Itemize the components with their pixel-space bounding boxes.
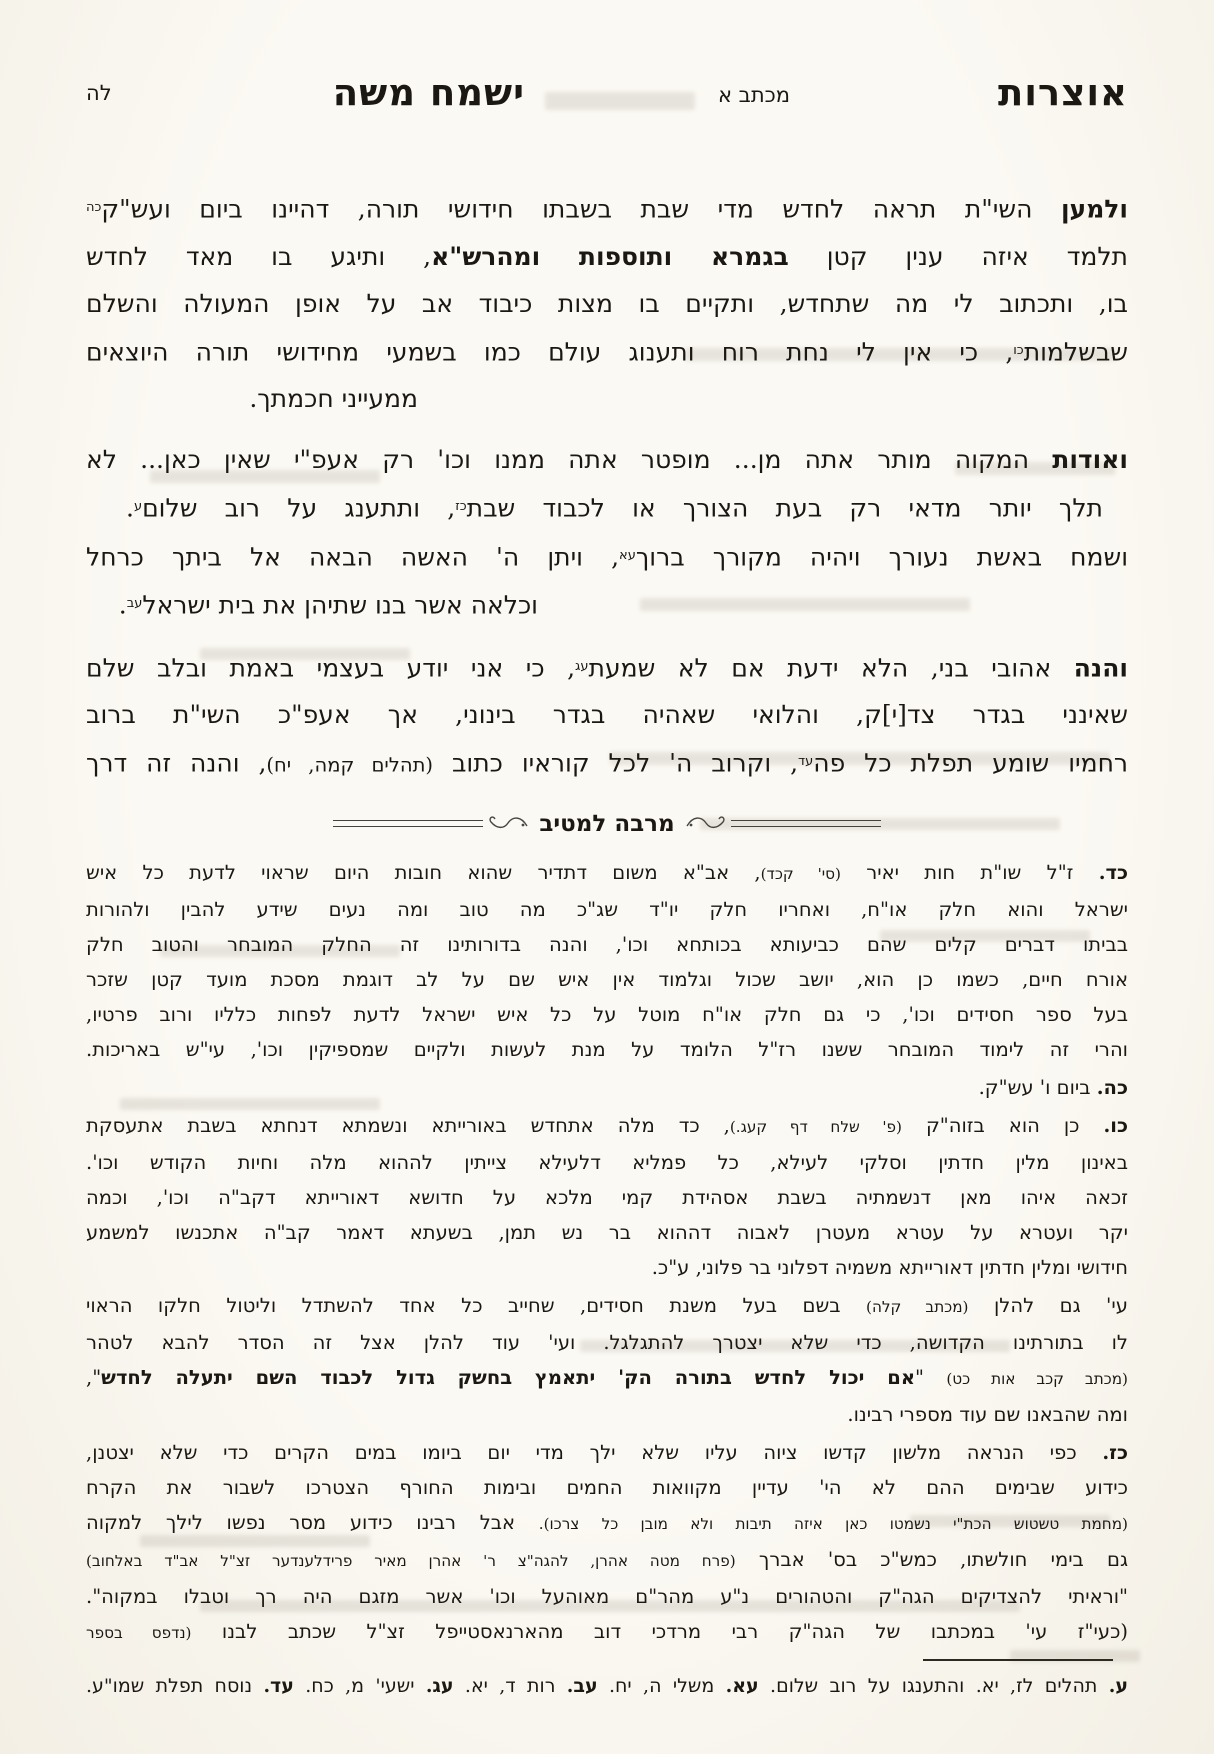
text-segment: בביתו דברים קלים שהם כביעותא בכותחא וכו', והנה בדורותינו זה החלק המובחר והטוב חלק xyxy=(86,932,1128,956)
text-segment: (תהלים קמה, יח) xyxy=(266,753,434,777)
text-segment: תלמד איזה ענין קטן xyxy=(788,241,1128,271)
text-segment: , כי אני יודע בעצמי באמת ובלב שלם xyxy=(86,653,576,682)
text-segment: , כד מלה אתחדש באורייתא ונשמתא דנחתא בשבת אתעסקת xyxy=(86,1113,730,1137)
text-segment: כידוע שבימים ההם לא הי' עדיין מקוואות החמים ובימות החורף הצטרכו לשבור את הקרח xyxy=(86,1475,1128,1499)
divider-rule xyxy=(333,820,483,827)
letter-heading: מכתב א xyxy=(717,83,790,107)
commentary-block xyxy=(86,1070,1128,1105)
text-line xyxy=(86,233,1128,280)
text-segment: השי"ת תראה לחדש מדי שבת בשבתו חידושי תורה, דהיינו ביום ועש"ק xyxy=(101,194,1061,224)
text-line xyxy=(86,691,1128,738)
divider-rule xyxy=(731,820,881,827)
text-segment: ממעייני חכמתך. xyxy=(249,384,418,413)
text-segment: (פרח מטה אהרן, להגה"צ ר' אהרן מאיר פרידלענדער זצ"ל אב"ד באלחוב) xyxy=(86,1551,736,1570)
series-title: אוצרות xyxy=(997,70,1128,114)
text-line xyxy=(86,997,1128,1032)
text-segment: וכלאה אשר בנו שתיהן את בית ישראל xyxy=(142,590,538,620)
text-segment: (מכתב קלה) xyxy=(866,1297,969,1316)
text-segment: ע. xyxy=(1108,1674,1128,1697)
text-segment: והרי זה לימוד המובחר ששנו רז"ל הלומד על מנת לעשות ולקיים שמספיקין וכו', עי"ש באריכות. xyxy=(86,1037,1128,1061)
text-line xyxy=(86,1070,1128,1105)
commentary-block xyxy=(86,1288,1128,1432)
footnote-line xyxy=(86,1673,1128,1699)
text-segment: (פ' שלח דף קעג.) xyxy=(729,1117,902,1136)
text-segment: עי' גם להלן xyxy=(968,1293,1128,1317)
text-line xyxy=(86,184,1128,233)
text-line xyxy=(86,1288,1128,1325)
footnote-separator-rule xyxy=(923,1659,1113,1661)
text-segment: כז. xyxy=(1102,1440,1128,1464)
text-segment: אם יכול לחדש בתורה הק' יתאמץ בחשק גדול לכבוד השם יתעלה לחדש xyxy=(101,1365,916,1389)
text-segment: תלך יותר מדאי רק בעת הצורך או לכבוד שבת xyxy=(466,493,1103,523)
text-segment: (סי' קכד) xyxy=(760,864,841,883)
divider-label: מרבה למטיב xyxy=(539,810,675,837)
text-segment: עא. xyxy=(725,1674,759,1697)
text-segment: רות ד, יא. xyxy=(453,1674,567,1697)
text-line xyxy=(86,962,1128,997)
text-segment: המקוה מותר אתה מן... מופטר אתה ממנו וכו' רק אעפ"י שאין כאן... לא xyxy=(86,445,1053,474)
text-line xyxy=(86,1215,1128,1250)
book-title: ישמח משה xyxy=(332,70,525,114)
text-line xyxy=(126,483,1103,532)
text-segment: בגמרא ותוספות ומהרש"א xyxy=(431,241,789,271)
text-line xyxy=(86,1180,1128,1215)
body-text xyxy=(86,184,1128,789)
text-segment: ושמח באשת נעורך ויהיה מקורך ברוך xyxy=(635,542,1129,571)
body-paragraph xyxy=(86,643,1128,789)
text-segment: ולמען xyxy=(1060,194,1128,224)
text-segment: בעל ספר חסידים וכו', כי גם חלק או"ח מוטל על כל איש ישראל לדעת לפחות כלליו ורוב פרטיו, xyxy=(86,1002,1128,1026)
text-segment: גם בימי חולשתו, כמש"כ בס' אברך xyxy=(735,1547,1128,1571)
text-segment: , ויתן ה' האשה הבאה אל ביתך כרחל xyxy=(86,542,620,571)
text-segment: כפי הנראה מלשון קדשו ציוה עליו שלא ילך מדי יום ביומו במים הקרים כדי שלא יצטנן, xyxy=(86,1440,1103,1464)
text-segment: תהלים לז, יא. והתענגו על רוב שלום. xyxy=(758,1674,1109,1697)
text-segment: (נדפס בספר xyxy=(86,1623,192,1642)
text-line xyxy=(86,1505,1128,1542)
text-line xyxy=(86,1250,1128,1285)
text-line xyxy=(86,580,538,629)
commentary-block xyxy=(86,1435,1128,1651)
text-segment: , ותתענג על רוב שלום xyxy=(142,493,456,523)
text-segment: כד. xyxy=(1098,860,1128,884)
text-segment: ואודות xyxy=(1052,445,1128,474)
text-segment: ע xyxy=(133,499,143,514)
text-segment: ומה שהבאנו שם עוד מספרי רבינו. xyxy=(847,1402,1128,1426)
text-line xyxy=(86,1579,1128,1614)
section-divider xyxy=(86,807,1128,841)
text-line xyxy=(86,1032,1128,1067)
text-segment: כז xyxy=(455,499,467,514)
text-line xyxy=(86,1470,1128,1505)
text-line xyxy=(86,738,1128,789)
text-segment: " xyxy=(915,1365,947,1389)
text-segment: כה. xyxy=(1096,1075,1128,1099)
text-segment: , וקרוב ה' לכל קוראיו כתוב xyxy=(433,748,799,778)
text-segment: ז"ל שו"ת חות יאיר xyxy=(840,860,1099,884)
text-segment: משלי ה, יח. xyxy=(597,1674,726,1697)
text-line xyxy=(86,855,1128,892)
text-line xyxy=(86,1397,1128,1432)
running-header xyxy=(86,70,1128,126)
scroll-ornament-icon xyxy=(685,813,727,835)
text-segment: (כעי"ז עי' במכתבו של הגה"ק רבי מרדכי דוב מהארנאסטייפל זצ"ל שכתב לבנו xyxy=(191,1619,1128,1643)
text-segment: לו בתורתינו הקדושה, כדי שלא יצטרך להתגלגל. ועי' עוד להלן אצל זה הסדר להבא לטהר xyxy=(86,1330,1128,1354)
text-segment: כן הוא בזוה"ק xyxy=(901,1113,1104,1137)
text-line xyxy=(86,532,1128,581)
text-segment: . xyxy=(118,590,127,620)
text-segment: עב. xyxy=(566,1674,598,1697)
text-segment: אבל רבינו כידוע מסר נפשו לילך למקוה xyxy=(86,1510,539,1534)
text-segment: והנה xyxy=(1073,653,1128,682)
commentary-block xyxy=(86,855,1128,1067)
text-segment: עג xyxy=(575,658,589,674)
text-segment: נוסח תפלת שמו"ע. xyxy=(86,1674,264,1697)
text-segment: , והנה זה דרך xyxy=(86,748,267,778)
text-segment: אהובי בני, הלא ידעת אם לא שמעת xyxy=(588,653,1074,682)
text-segment: עב xyxy=(126,596,143,611)
text-segment: עד. xyxy=(263,1674,294,1697)
text-line xyxy=(86,327,1128,376)
text-segment: ", xyxy=(86,1365,102,1389)
text-line xyxy=(86,1108,1128,1145)
text-line xyxy=(86,1614,1128,1651)
text-segment: . xyxy=(126,493,134,523)
text-segment: יקר ועטרא על עטרא מעטרן לאבוה דההוא בר נש תמן, בשעתא דאמר קב"ה אתכנשו למשמע xyxy=(86,1220,1128,1244)
text-line xyxy=(86,1145,1128,1180)
text-segment: אורח חיים, כשמו כן הוא, יושב שכול וגלמוד אין איש שם על לב דוגמת מסכת מועד קטן שזכר xyxy=(86,967,1128,991)
text-segment: ישעי' מ, כח. xyxy=(293,1674,426,1697)
text-line xyxy=(86,1435,1128,1470)
text-segment: עא xyxy=(619,547,636,563)
text-segment: (מכתב קכב אות כט) xyxy=(946,1369,1128,1388)
text-line xyxy=(86,1542,1128,1579)
body-paragraph xyxy=(86,184,1128,422)
text-segment: , כי אין לי נחת רוח ותענוג עולם כמו בשמעי מחידושי תורה היוצאים xyxy=(86,337,1014,366)
body-paragraph xyxy=(86,436,1128,629)
text-segment: באינון מלין חדתין וסלקי לעילא, כל פמליא דלעילא צייתין לההוא מלה וחיות הקודש וכו'. xyxy=(86,1150,1128,1174)
text-line xyxy=(86,1325,1128,1360)
scroll-ornament-icon xyxy=(487,813,529,835)
text-line xyxy=(86,892,1128,927)
text-segment: כו xyxy=(1013,342,1024,358)
text-line xyxy=(86,375,418,422)
text-line xyxy=(86,1360,1128,1397)
text-segment: (מחמת טשטוש הכת"י נשמטו כאן איזה תיבות ולא מובן כל צרכו). xyxy=(538,1514,1128,1533)
commentary-block xyxy=(86,1108,1128,1285)
text-segment: חידושי ומלין חדתין דאורייתא משמיה דפלוני בר פלוני, ע"כ. xyxy=(651,1255,1128,1279)
text-segment: , אב"א משום דתדיר שהוא חובות היום שראוי לדעת כל איש xyxy=(86,860,761,884)
text-line xyxy=(86,280,1128,327)
text-line xyxy=(86,643,1128,692)
text-segment: שבשלמות xyxy=(1023,337,1128,366)
text-segment: בו, ותכתוב לי מה שתחדש, ותקיים בו מצות כיבוד אב על אופן המעולה והשלם xyxy=(86,288,1128,318)
text-segment: שאינני בגדר צד[י]ק, והלואי שאהיה בגדר בינוני, אך אעפ"כ השי"ת ברוב xyxy=(86,700,1128,729)
text-segment: עד xyxy=(798,754,814,769)
text-segment: כה xyxy=(86,200,102,215)
text-segment: כו. xyxy=(1103,1113,1128,1137)
text-line xyxy=(86,436,1128,483)
page-number: לה xyxy=(86,81,112,105)
text-segment: , ותיגע בו מאד לחדש xyxy=(86,241,432,271)
text-segment: רחמיו שומע תפלת כל פה xyxy=(813,748,1129,778)
text-segment: בשם בעל משנת חסידים, שחייב כל אחד להשתדל וליטול חלקו הראוי xyxy=(86,1293,867,1317)
text-line xyxy=(86,927,1128,962)
text-segment: ביום ו' עש"ק. xyxy=(978,1075,1097,1099)
text-segment: עג. xyxy=(425,1674,454,1697)
text-segment: ישראל והוא חלק או"ח, ואחריו חלק יו"ד שג"כ מה טוב ומה נעים שידע להבין ולהורות xyxy=(86,897,1128,921)
text-segment: "וראיתי להצדיקים הגה"ק והטהורים נ"ע מהר"ם מאוהעל וכו' אשר מזגם היה רך וטבלו במקוה". xyxy=(86,1584,1128,1608)
text-segment: זכאה איהו מאן דנשמתיה בשבת אסהידת קמי מלכא על חדושא דאורייתא דקב"ה וכו', וכמה xyxy=(86,1185,1128,1209)
commentary-section xyxy=(86,855,1128,1651)
